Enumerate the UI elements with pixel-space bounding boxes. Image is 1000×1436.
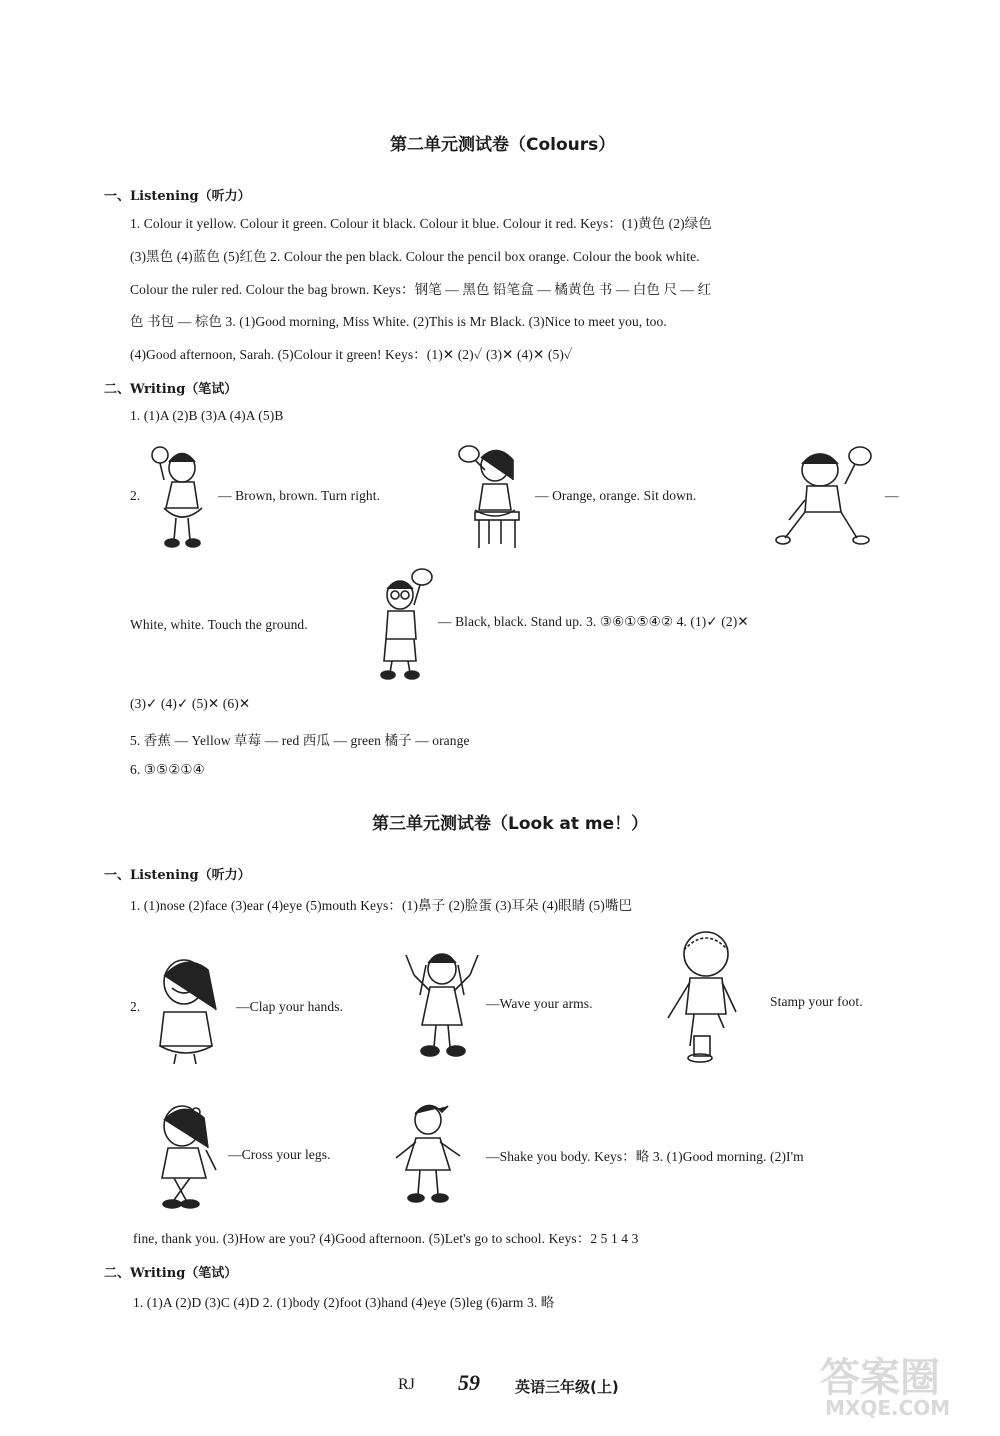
unit3-listening-heading: 一、Listening（听力） [104,868,251,883]
unit2-listening-heading: 一、Listening（听力） [104,189,251,204]
unit2-writing-q2-caption-b: — Orange, orange. Sit down. [535,488,697,503]
unit2-writing-q2-caption-c: — [885,488,899,503]
unit2-writing-heading: 二、Writing（笔试） [104,382,238,397]
page-number: 59 [458,1370,480,1395]
footer-book-title: 英语三年级(上) [515,1378,619,1396]
boy-stamping-foot-illustration [660,928,750,1063]
unit3-listening-q2-caption-b: —Wave your arms. [486,996,593,1011]
girl-with-paddle-illustration [150,440,220,550]
unit3-listening-q2-caption-d: —Cross your legs. [228,1147,331,1162]
boy-kneeling-with-paddle-illustration [775,440,875,545]
unit3-listening-q2-caption-e: —Shake you body. Keys：略 3. (1)Good morning. (2)I'm [486,1149,804,1164]
unit3-title: 第三单元测试卷（Look at me！） [372,814,649,834]
footer-rj: RJ [398,1376,415,1393]
unit3-listening-line-1: 1. (1)nose (2)face (3)ear (4)eye (5)mouth Keys：(1)鼻子 (2)脸蛋 (3)耳朵 (4)眼睛 (5)嘴巴 [130,898,633,913]
unit2-writing-line-1: 1. (1)A (2)B (3)A (4)A (5)B [130,408,284,423]
girl-shaking-body-illustration [390,1098,465,1208]
unit2-writing-q2-caption-e: — Black, black. Stand up. 3. ③⑥①⑤④② 4. (1)✓ (2)✕ [438,614,749,629]
unit2-writing-q5: 5. 香蕉 — Yellow 草莓 — red 西瓜 — green 橘子 — orange [130,733,470,748]
unit3-listening-line-3: fine, thank you. (3)How are you? (4)Good afternoon. (5)Let's go to school. Keys：2 5 1 4 3 [133,1231,639,1246]
unit3-listening-q2-caption-a: —Clap your hands. [236,999,344,1014]
unit2-writing-q2-caption-a: — Brown, brown. Turn right. [218,488,381,503]
unit3-writing-line-1: 1. (1)A (2)D (3)C (4)D 2. (1)body (2)foot (3)hand (4)eye (5)leg (6)arm 3. 略 [133,1295,555,1310]
girl-crossing-legs-illustration [150,1100,225,1210]
girl-clapping-illustration [150,950,230,1065]
unit2-listening-line-4: 色 书包 — 棕色 3. (1)Good morning, Miss White. (2)This is Mr Black. (3)Nice to meet you, too. [130,314,667,329]
unit2-title: 第二单元测试卷（Colours） [390,135,616,155]
unit2-writing-q6: 6. ③⑤②①④ [130,762,205,777]
unit2-listening-line-1: 1. Colour it yellow. Colour it green. Colour it black. Colour it blue. Colour it red. Keys：(1)黄色 (2)绿色 [130,216,712,231]
unit2-listening-line-2: (3)黑色 (4)蓝色 (5)红色 2. Colour the pen black. Colour the pencil box orange. Colour the book white. [130,249,700,264]
unit2-writing-q2-number: 2. [130,488,141,503]
unit2-writing-q2-caption-d: White, white. Touch the ground. [130,617,308,632]
unit3-listening-q2-caption-c: Stamp your foot. [770,994,863,1009]
unit2-listening-line-5: (4)Good afternoon, Sarah. (5)Colour it green! Keys：(1)✕ (2)✓ (3)✕ (4)✕ (5)✓ [130,347,573,362]
watermark-url: MXQE.COM [825,1396,951,1420]
unit2-writing-q4-continued: (3)✓ (4)✓ (5)✕ (6)✕ [130,696,251,711]
boy-with-glasses-illustration [372,565,442,680]
girl-sitting-on-chair-illustration [455,440,530,550]
watermark-logo: 答案圈 [820,1355,940,1401]
girl-waving-arms-illustration [400,945,485,1060]
unit3-writing-heading: 二、Writing（笔试） [104,1266,238,1281]
unit3-listening-q2-number: 2. [130,999,141,1014]
unit2-listening-line-3: Colour the ruler red. Colour the bag brown. Keys：钢笔 — 黑色 铅笔盒 — 橘黄色 书 — 白色 尺 — 红 [130,282,712,297]
